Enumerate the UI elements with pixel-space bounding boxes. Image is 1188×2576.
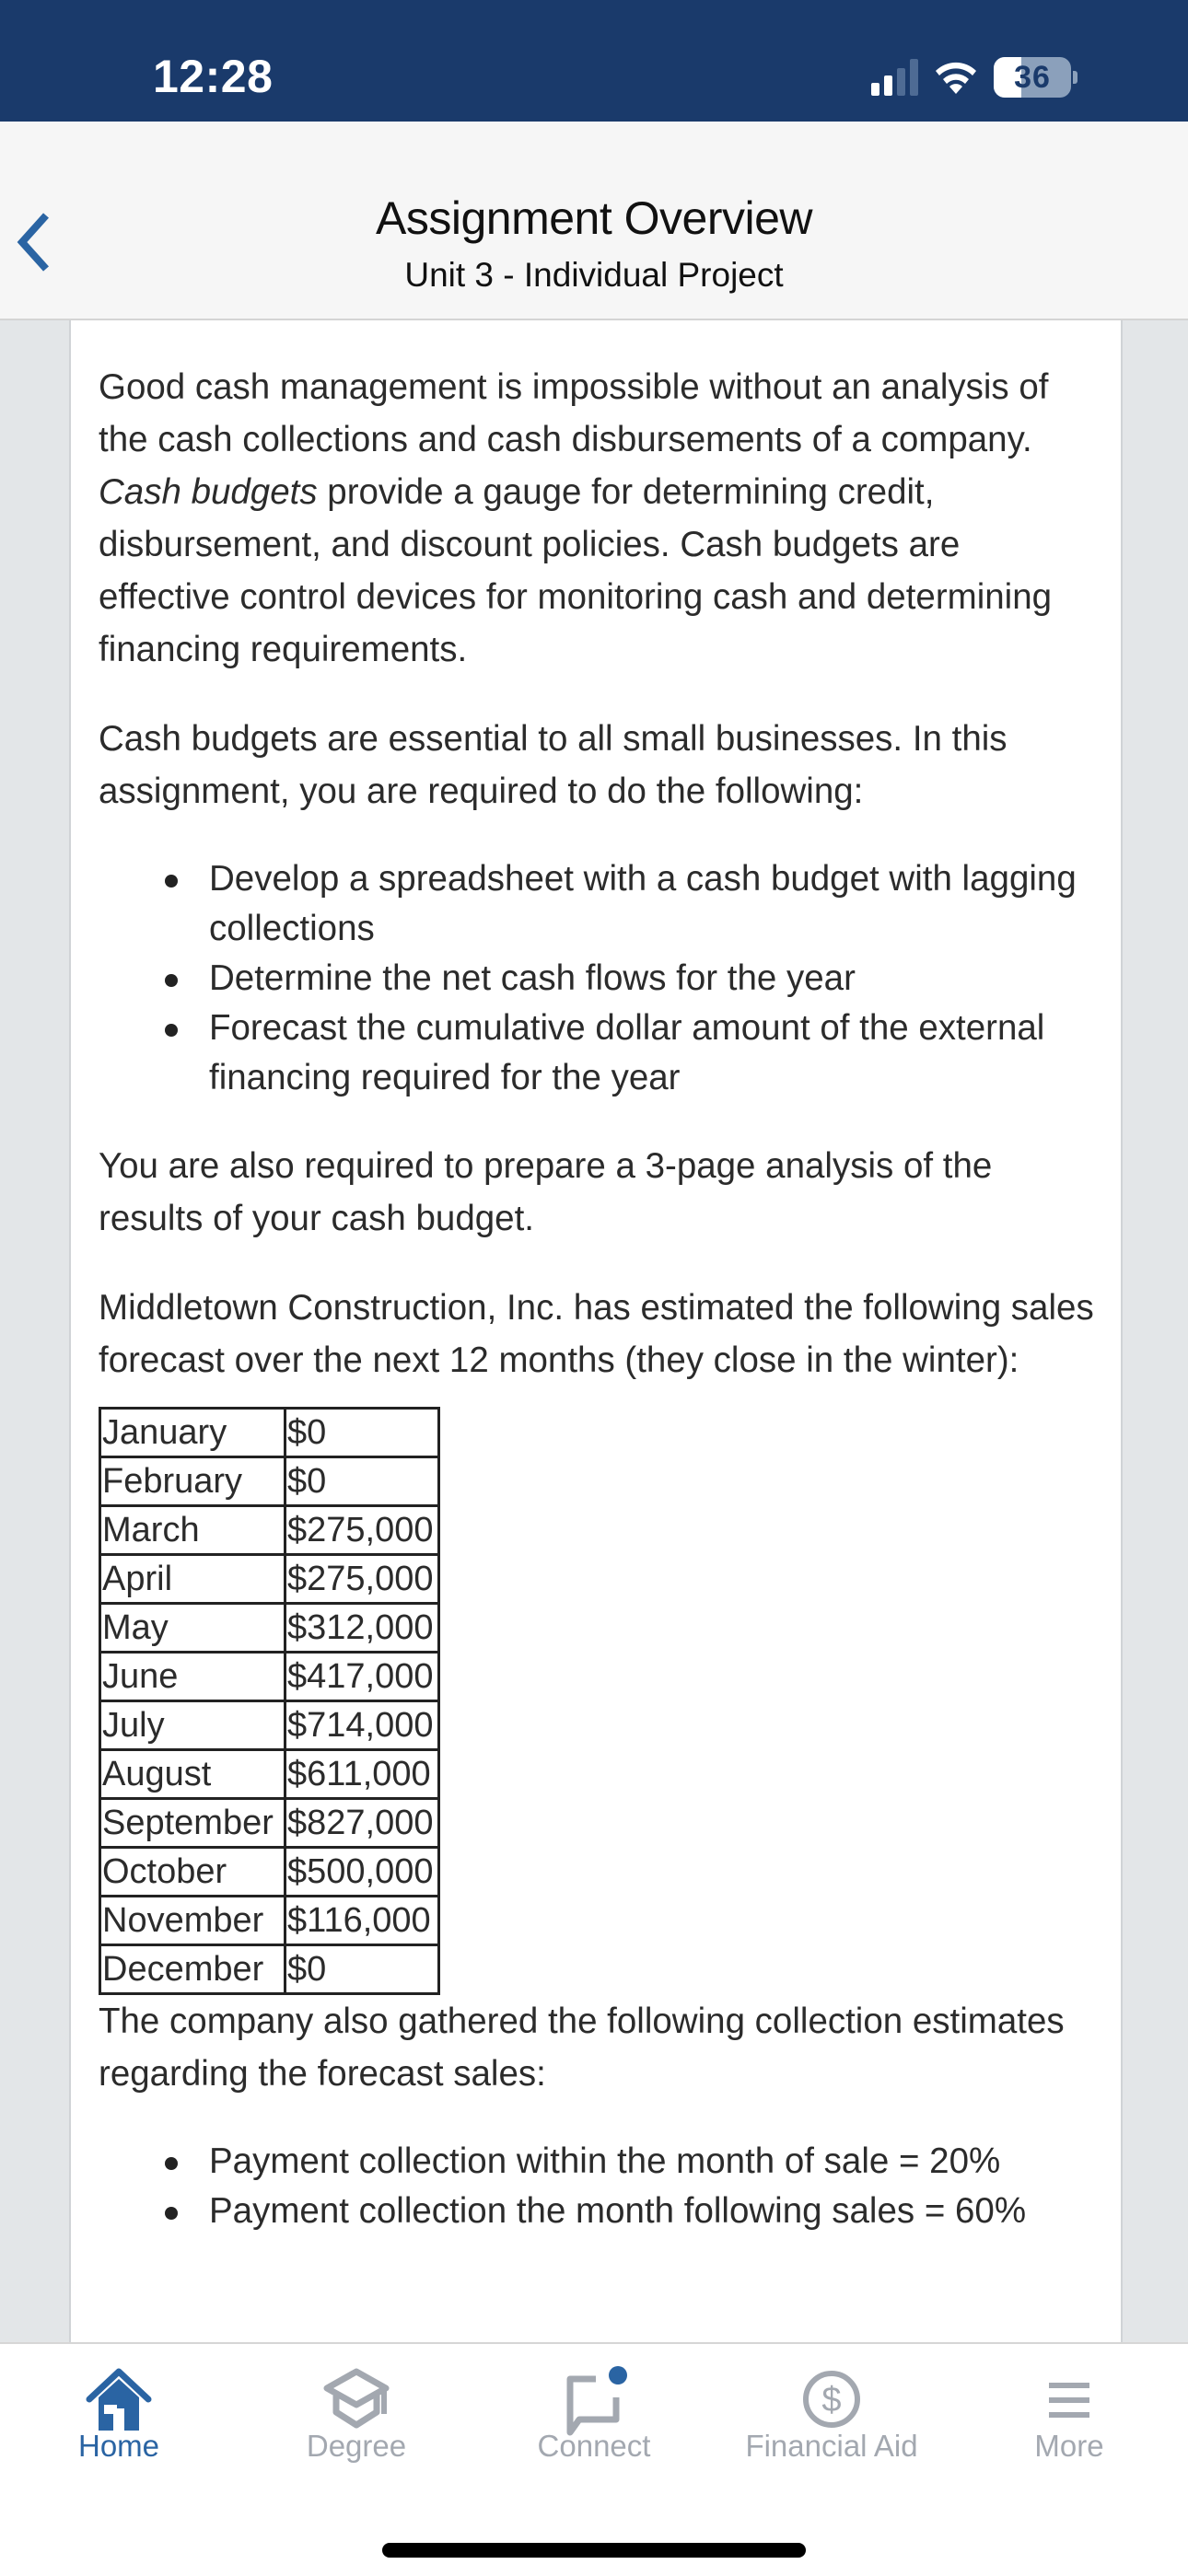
- nav-header: [0, 122, 1188, 320]
- notification-badge: [609, 2366, 627, 2385]
- status-icons: [871, 57, 1077, 98]
- month-cell: April: [100, 1555, 285, 1604]
- collection-intro: The company also gathered the following collection estimates regarding the forecast sales:: [99, 2002, 1065, 2094]
- tab-label: More: [1034, 2429, 1104, 2463]
- amount-cell: $0: [285, 1457, 439, 1506]
- tab-more[interactable]: [950, 2344, 1188, 2482]
- month-cell: December: [100, 1945, 285, 1994]
- table-row: [100, 1555, 439, 1604]
- requirement-item: Determine the net cash flows for the year: [209, 954, 1098, 1004]
- amount-cell: $417,000: [285, 1653, 439, 1701]
- table-row: [100, 1897, 439, 1945]
- table-row: [100, 1506, 439, 1555]
- analysis-paragraph: You are also required to prepare a 3-page analysis of the results of your cash budget.: [99, 1146, 993, 1238]
- chat-bubble-icon: [557, 2362, 631, 2436]
- tab-label: Financial Aid: [745, 2429, 918, 2463]
- amount-cell: $714,000: [285, 1701, 439, 1750]
- amount-cell: $275,000: [285, 1506, 439, 1555]
- status-time: 12:28: [153, 51, 274, 102]
- page-subtitle: Unit 3 - Individual Project: [404, 256, 784, 294]
- table-row: [100, 1457, 439, 1506]
- table-row: [100, 1945, 439, 1994]
- tab-degree[interactable]: [238, 2344, 475, 2482]
- requirement-item: Develop a spreadsheet with a cash budget with lagging collections: [209, 854, 1098, 954]
- amount-cell: $116,000: [285, 1897, 439, 1945]
- sales-forecast-table: [99, 1407, 440, 1995]
- menu-icon: [1032, 2362, 1106, 2436]
- table-row: [100, 1799, 439, 1848]
- table-row: [100, 1604, 439, 1653]
- month-cell: February: [100, 1457, 285, 1506]
- collection-estimates-list: [99, 2137, 1098, 2236]
- table-row: [100, 1409, 439, 1457]
- month-cell: March: [100, 1506, 285, 1555]
- month-cell: July: [100, 1701, 285, 1750]
- page-title: Assignment Overview: [376, 192, 812, 244]
- content-scroll-area[interactable]: [0, 320, 1188, 2342]
- forecast-intro: Middletown Construction, Inc. has estimated the following sales forecast over the next 12 months (they close in the winter):: [99, 1288, 1094, 1380]
- graduation-cap-icon: [320, 2362, 393, 2436]
- month-cell: June: [100, 1653, 285, 1701]
- amount-cell: $275,000: [285, 1555, 439, 1604]
- tab-label: Connect: [537, 2429, 651, 2463]
- cellular-signal-icon: [871, 59, 918, 96]
- dollar-circle-icon: [795, 2362, 868, 2436]
- assignment-card: [69, 320, 1123, 2342]
- month-cell: January: [100, 1409, 285, 1457]
- table-row: [100, 1701, 439, 1750]
- tab-connect[interactable]: [475, 2344, 713, 2482]
- amount-cell: $0: [285, 1409, 439, 1457]
- requirements-intro: Cash budgets are essential to all small businesses. In this assignment, you are required to do the following:: [99, 719, 1007, 811]
- assignment-description: [99, 361, 1098, 2273]
- table-row: [100, 1653, 439, 1701]
- tab-home[interactable]: [0, 2344, 238, 2482]
- month-cell: May: [100, 1604, 285, 1653]
- status-bar: [0, 0, 1188, 122]
- requirements-list: [99, 854, 1098, 1103]
- requirement-item: Forecast the cumulative dollar amount of the external financing required for the year: [209, 1004, 1098, 1103]
- amount-cell: $611,000: [285, 1750, 439, 1799]
- tab-label: Home: [77, 2429, 160, 2463]
- amount-cell: $500,000: [285, 1848, 439, 1897]
- month-cell: October: [100, 1848, 285, 1897]
- battery-indicator: [994, 57, 1077, 98]
- month-cell: September: [100, 1799, 285, 1848]
- tab-financial-aid[interactable]: [713, 2344, 950, 2482]
- amount-cell: $312,000: [285, 1604, 439, 1653]
- month-cell: August: [100, 1750, 285, 1799]
- home-icon: [82, 2362, 156, 2436]
- table-row: [100, 1848, 439, 1897]
- bottom-tab-bar: [0, 2342, 1188, 2576]
- collection-estimate-item: Payment collection the month following sales = 60%: [209, 2187, 1098, 2236]
- svg-text:$: $: [821, 2381, 842, 2419]
- cash-budgets-term: Cash budgets: [99, 472, 318, 512]
- home-indicator[interactable]: [382, 2543, 806, 2558]
- battery-icon: [994, 57, 1071, 98]
- intro-paragraph: Good cash management is impossible without an analysis of the cash collections and cash disbursements of a company. Cash budgets provide a gauge for determining credit, disbursement, and discount policies. Cash budgets are effective control devices for monitoring cash and determining financing requirements.: [99, 367, 1053, 669]
- table-row: [100, 1750, 439, 1799]
- wifi-icon: [933, 59, 979, 96]
- collection-estimate-item: Payment collection within the month of sale = 20%: [209, 2137, 1098, 2187]
- month-cell: November: [100, 1897, 285, 1945]
- amount-cell: $827,000: [285, 1799, 439, 1848]
- amount-cell: $0: [285, 1945, 439, 1994]
- tab-label: Degree: [306, 2429, 407, 2463]
- battery-level: 36: [1014, 59, 1051, 95]
